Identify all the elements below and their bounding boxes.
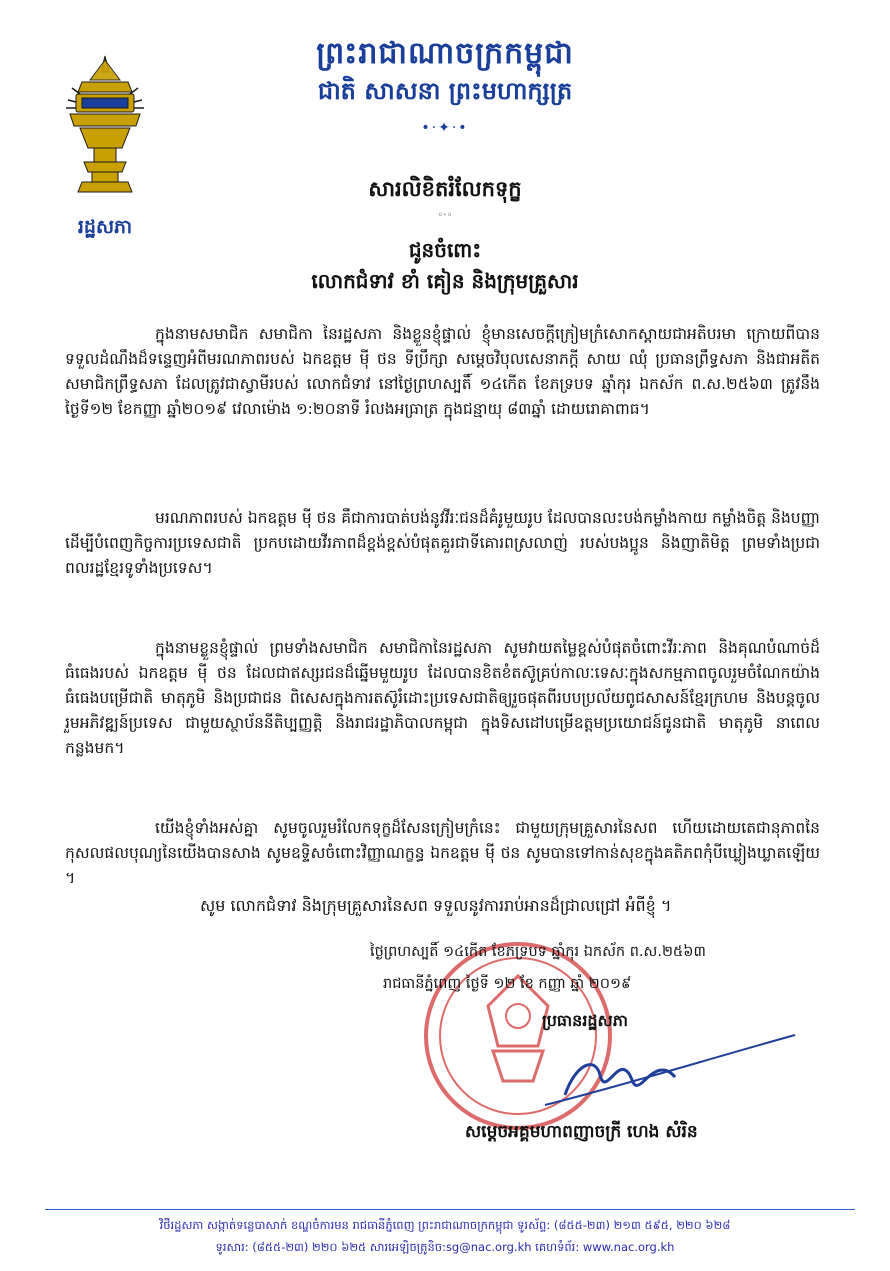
body-paragraph-3: ក្នុងនាមខ្លួនខ្ញុំផ្ទាល់ ព្រមទាំងសមាជិក សមាជិកានៃរដ្ឋសភា សូមវាយតម្លៃខ្ពស់បំផុតចំពោះវីរៈភាព និងគុណបំណាច់ដ៏ធំធេងរបស់ ឯកឧត្តម ម៉ី ថន ដែលជាឥស្សរជនដ៏ឆ្នើមមួយរូប ដែលបានខិតខំតស៊ូគ្រប់កាលៈទេសៈក្នុងសកម្មភាពចូលរួមចំណែកយ៉ាងធំធេងបម្រើជាតិ មាតុភូមិ និងប្រជាជន ពិសេសក្នុងការតស៊ូរំដោះប្រទេសជាតិឲ្យរួចផុតពីរបបប្រល័យពូជសាសន៍ខ្មែរក្រហម និងបន្តចូលរួមអភិវឌ្ឍន៍ប្រទេស ជាមួយស្ថាប័ននីតិប្បញ្ញត្តិ និងរាជរដ្ឋាភិបាលកម្ពុជា ក្នុងទិសដៅបម្រើឧត្តមប្រយោជន៍ជូនជាតិ មាតុភូមិ នាពេលកន្លងមក។ bbox=[65, 639, 820, 757]
addressee-label: ជូនចំពោះ bbox=[408, 238, 482, 262]
national-motto: ជាតិ សាសនា ព្រះមហាក្សត្រ bbox=[317, 77, 573, 105]
recipient-name: លោកជំទាវ ខាំ គៀន និងក្រុមគ្រួសារ bbox=[311, 269, 579, 293]
footer-divider bbox=[45, 1209, 855, 1210]
body-paragraph-1: ក្នុងនាមសមាជិក សមាជិកា នៃរដ្ឋសភា និងខ្លួនខ្ញុំផ្ទាល់ ខ្ញុំមានសេចក្តីក្រៀមក្រំសោកស្តាយជាអតិបរមា ក្រោយពីបានទទួលដំណឹងដ៏ទន្ទេញអំពីមរណភាពរបស់ ឯកឧត្តម ម៉ី ថន ទីប្រឹក្សា សម្តេចវិបុលសេនាភក្តី សាយ ឈុំ ប្រធានព្រឹទ្ធសភា និងជាអតីតសមាជិកព្រឹទ្ធសភា ដែលត្រូវជាស្វាមីរបស់ លោកជំទាវ នៅថ្ងៃព្រហស្បតិ៍ ១៤កើត ខែភទ្របទ ឆ្នាំកុរ ឯកស័ក ព.ស.២៥៦៣ ត្រូវនឹងថ្ងៃទី១២ ខែកញ្ញា ឆ្នាំ២០១៩ វេលាម៉ោង ១:២០នាទី រំលងអធ្រាត្រ ក្នុងជន្មាយុ ៨៣ឆ្នាំ ដោយរោគាពាធ។ bbox=[65, 325, 820, 418]
handwritten-signature-icon bbox=[505, 1025, 805, 1115]
president-title: ប្រធានរដ្ឋសភា bbox=[542, 1011, 629, 1030]
footer-contact: ទូរសារ: (៨៥៥-២៣) ២២០ ៦២៥ សារអេឡិចត្រូនិច:sg@nac.org.kh គេហទំព័រ: www.nac.org.kh bbox=[215, 1240, 675, 1254]
body-paragraph-4: យើងខ្ញុំទាំងអស់គ្នា សូមចូលរួមរំលែកទុក្ខដ៏សែនក្រៀមក្រំនេះ ជាមួយក្រុមគ្រួសារនៃសព ហើយដោយតេជានុភាពនៃកុសលផលបុណ្យនៃយើងបានសាង សូមឧទ្ទិសចំពោះវិញ្ញាណក្ខន្ធ ឯកឧត្តម ម៉ី ថន សូមបានទៅកាន់សុខក្នុងគតិភពកុំបីឃ្លៀងឃ្លាតឡើយ ។ bbox=[65, 819, 820, 887]
assembly-label: រដ្ឋសភា bbox=[77, 216, 133, 238]
date-lunar: ថ្ងៃព្រហស្បតិ៍ ១៤កើត ខែភទ្របទ ឆ្នាំកុរ ឯកស័ក ព.ស.២៥៦៣ bbox=[370, 944, 706, 960]
header-ornament: •·✦·• bbox=[421, 120, 469, 136]
document-title: សារលិខិតរំលែកទុក្ខ bbox=[368, 177, 522, 201]
closing-line: សូម លោកជំទាវ និងក្រុមគ្រួសារនៃសព ទទួលនូវការរាប់អានដ៏ជ្រាលជ្រៅ អំពីខ្ញុំ ។ bbox=[200, 896, 672, 915]
kingdom-heading: ព្រះរាជាណាចក្រកម្ពុជា bbox=[316, 36, 574, 71]
title-ornament: ◦·◦ bbox=[437, 210, 453, 221]
body-paragraph-2: មរណភាពរបស់ ឯកឧត្តម ម៉ី ថន គឺជាការបាត់បង់នូវវីរៈជនដ៏គំរូមួយរូប ដែលបានលះបង់កម្លាំងកាយ កម្លាំងចិត្ត និងបញ្ញា ដើម្បីបំពេញកិច្ចការប្រទេសជាតិ ប្រកបដោយវីរភាពដ៏ខ្ពង់ខ្ពស់បំផុតគួរជាទីគោរពស្រលាញ់ របស់បងប្អូន និងញាតិមិត្ត ព្រមទាំងប្រជាពលរដ្ឋខ្មែរទូទាំងប្រទេស។ bbox=[65, 509, 820, 577]
signer-name: សម្តេចអគ្គមហាពញាចក្រី ហេង សំរិន bbox=[465, 1122, 698, 1142]
date-gregorian: រាជធានីភ្នំពេញ ថ្ងៃទី ១២ ខែ កញ្ញា ឆ្នាំ ២០១៩ bbox=[383, 976, 632, 992]
footer-address: វិថីរដ្ឋសភា សង្កាត់ទន្លេបាសាក់ ខណ្ឌចំការមន រាជធានីភ្នំពេញ ព្រះរាជាណាចក្រកម្ពុជា ទូរស័ព្ទ: (៨៥៥-២៣) ២១៣ ៥៩៥, ២២០ ៦២៨ bbox=[159, 1218, 731, 1232]
